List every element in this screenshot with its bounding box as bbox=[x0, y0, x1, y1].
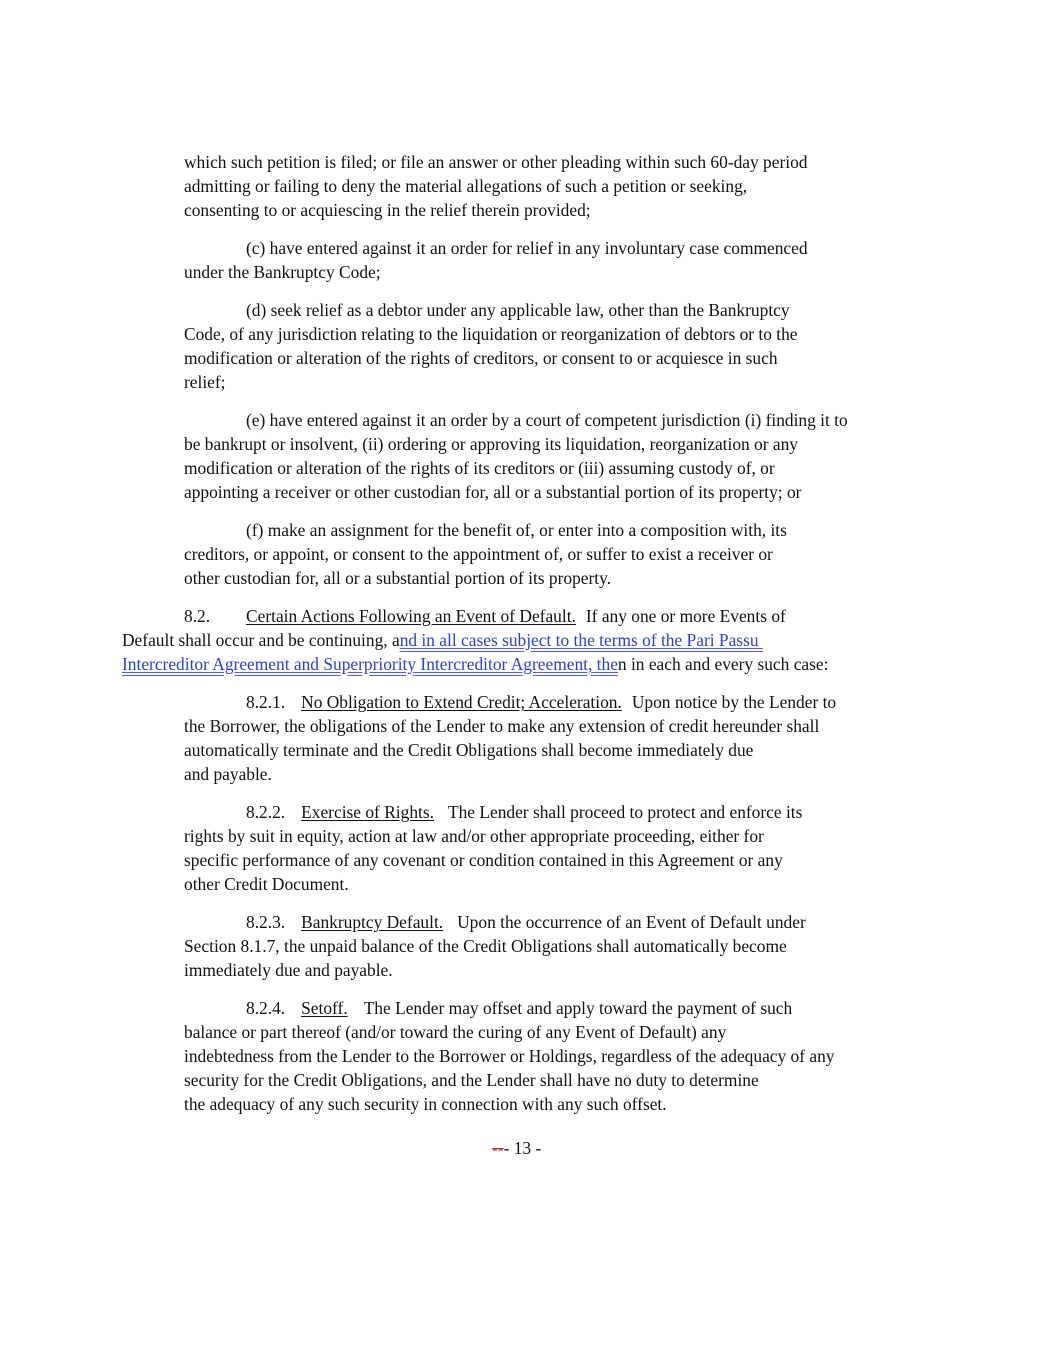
section-8-2-1-heading: No Obligation to Extend Credit; Acceleration. bbox=[301, 692, 622, 712]
section-8-2-heading-line bbox=[246, 604, 786, 628]
section-8-2-4-heading: Setoff. bbox=[301, 998, 348, 1018]
clause-e-line-4: appointing a receiver or other custodian for, all or a substantial portion of its property; or bbox=[184, 482, 802, 502]
clause-d-line-1: (d) seek relief as a debtor under any applicable law, other than the Bankruptcy bbox=[246, 300, 790, 320]
section-8-2-4-number: 8.2.4. bbox=[246, 998, 286, 1018]
clause-d-line-3: modification or alteration of the rights of creditors, or consent to or acquiesce in such bbox=[184, 348, 778, 368]
section-8-2-heading: Certain Actions Following an Event of Default. bbox=[246, 606, 576, 626]
section-8-2-4-line-1 bbox=[246, 996, 792, 1020]
section-8-2-text-1: If any one or more Events of bbox=[585, 606, 786, 626]
section-8-2-line-2 bbox=[122, 628, 783, 652]
section-8-2-2-number: 8.2.2. bbox=[246, 802, 286, 822]
clause-c-line-2: under the Bankruptcy Code; bbox=[184, 262, 381, 282]
section-8-2-number: 8.2. bbox=[184, 606, 211, 626]
section-8-2-line-3 bbox=[122, 652, 828, 676]
tracked-insertion-pad bbox=[759, 628, 783, 652]
clause-e-line-1: (e) have entered against it an order by a court of competent jurisdiction (i) finding it to bbox=[246, 410, 848, 430]
clause-f-line-1: (f) make an assignment for the benefit of, or enter into a composition with, its bbox=[246, 520, 787, 540]
tracked-insertion-2: Intercreditor Agreement and Superpriority Intercreditor Agreement, the bbox=[122, 654, 618, 674]
clause-e-line-3: modification or alteration of the rights of its creditors or (iii) assuming custody of, or bbox=[184, 458, 775, 478]
section-8-2-1-text-1: Upon notice by the Lender to bbox=[631, 692, 837, 712]
section-8-2-2-line-1 bbox=[246, 800, 802, 824]
intro-line-3: consenting to or acquiescing in the relief therein provided; bbox=[184, 200, 591, 220]
section-8-2-2-line-4: other Credit Document. bbox=[184, 874, 349, 894]
clause-d-line-2: Code, of any jurisdiction relating to the liquidation or reorganization of debtors or to the bbox=[184, 324, 798, 344]
section-8-2-1-line-3: automatically terminate and the Credit Obligations shall become immediately due bbox=[184, 740, 754, 760]
clause-c-line-1: (c) have entered against it an order for relief in any involuntary case commenced bbox=[246, 238, 808, 258]
section-8-2-2-text-1: The Lender shall proceed to protect and enforce its bbox=[447, 802, 803, 822]
section-8-2-3-line-1 bbox=[246, 910, 806, 934]
tracked-deletion: -- bbox=[492, 1138, 504, 1158]
section-8-2-2-line-2: rights by suit in equity, action at law and/or other appropriate proceeding, either for bbox=[184, 826, 764, 846]
tracked-insertion-1: nd in all cases subject to the terms of the Pari Passu bbox=[399, 630, 759, 650]
section-8-2-2-heading: Exercise of Rights. bbox=[301, 802, 434, 822]
section-8-2-1-line-4: and payable. bbox=[184, 764, 272, 784]
section-8-2-4-line-3: indebtedness from the Lender to the Borrower or Holdings, regardless of the adequacy of any bbox=[184, 1046, 835, 1066]
clause-f-line-3: other custodian for, all or a substantial portion of its property. bbox=[184, 568, 612, 588]
clause-f-line-2: creditors, or appoint, or consent to the appointment of, or suffer to exist a receiver or bbox=[184, 544, 773, 564]
section-8-2-text-2: Default shall occur and be continuing, a bbox=[122, 630, 400, 650]
section-8-2-text-3: n in each and every such case: bbox=[617, 654, 829, 674]
section-8-2-4-line-5: the adequacy of any such security in connection with any such offset. bbox=[184, 1094, 667, 1114]
section-8-2-1-line-2: the Borrower, the obligations of the Lender to make any extension of credit hereunder shall bbox=[184, 716, 820, 736]
section-8-2-3-line-2: Section 8.1.7, the unpaid balance of the Credit Obligations shall automatically become bbox=[184, 936, 787, 956]
section-8-2-3-line-3: immediately due and payable. bbox=[184, 960, 393, 980]
page-number-text: - 13 - bbox=[503, 1138, 542, 1158]
section-8-2-4-line-4: security for the Credit Obligations, and the Lender shall have no duty to determine bbox=[184, 1070, 759, 1090]
section-8-2-4-text-1: The Lender may offset and apply toward the payment of such bbox=[363, 998, 793, 1018]
section-8-2-3-heading: Bankruptcy Default. bbox=[301, 912, 444, 932]
intro-line-2: admitting or failing to deny the material allegations of such a petition or seeking, bbox=[184, 176, 748, 196]
section-8-2-1-number: 8.2.1. bbox=[246, 692, 286, 712]
section-8-2-3-number: 8.2.3. bbox=[246, 912, 286, 932]
intro-line-1: which such petition is filed; or file an answer or other pleading within such 60-day period bbox=[184, 152, 808, 172]
section-8-2-3-text-1: Upon the occurrence of an Event of Default under bbox=[457, 912, 806, 932]
section-8-2-4-line-2: balance or part thereof (and/or toward the curing of any Event of Default) any bbox=[184, 1022, 727, 1042]
section-8-2-2-line-3: specific performance of any covenant or condition contained in this Agreement or any bbox=[184, 850, 783, 870]
section-8-2-1-line-1 bbox=[246, 690, 836, 714]
clause-d-line-4: relief; bbox=[184, 372, 226, 392]
page-number bbox=[492, 1136, 541, 1160]
clause-e-line-2: be bankrupt or insolvent, (ii) ordering or approving its liquidation, reorganization or any bbox=[184, 434, 799, 454]
